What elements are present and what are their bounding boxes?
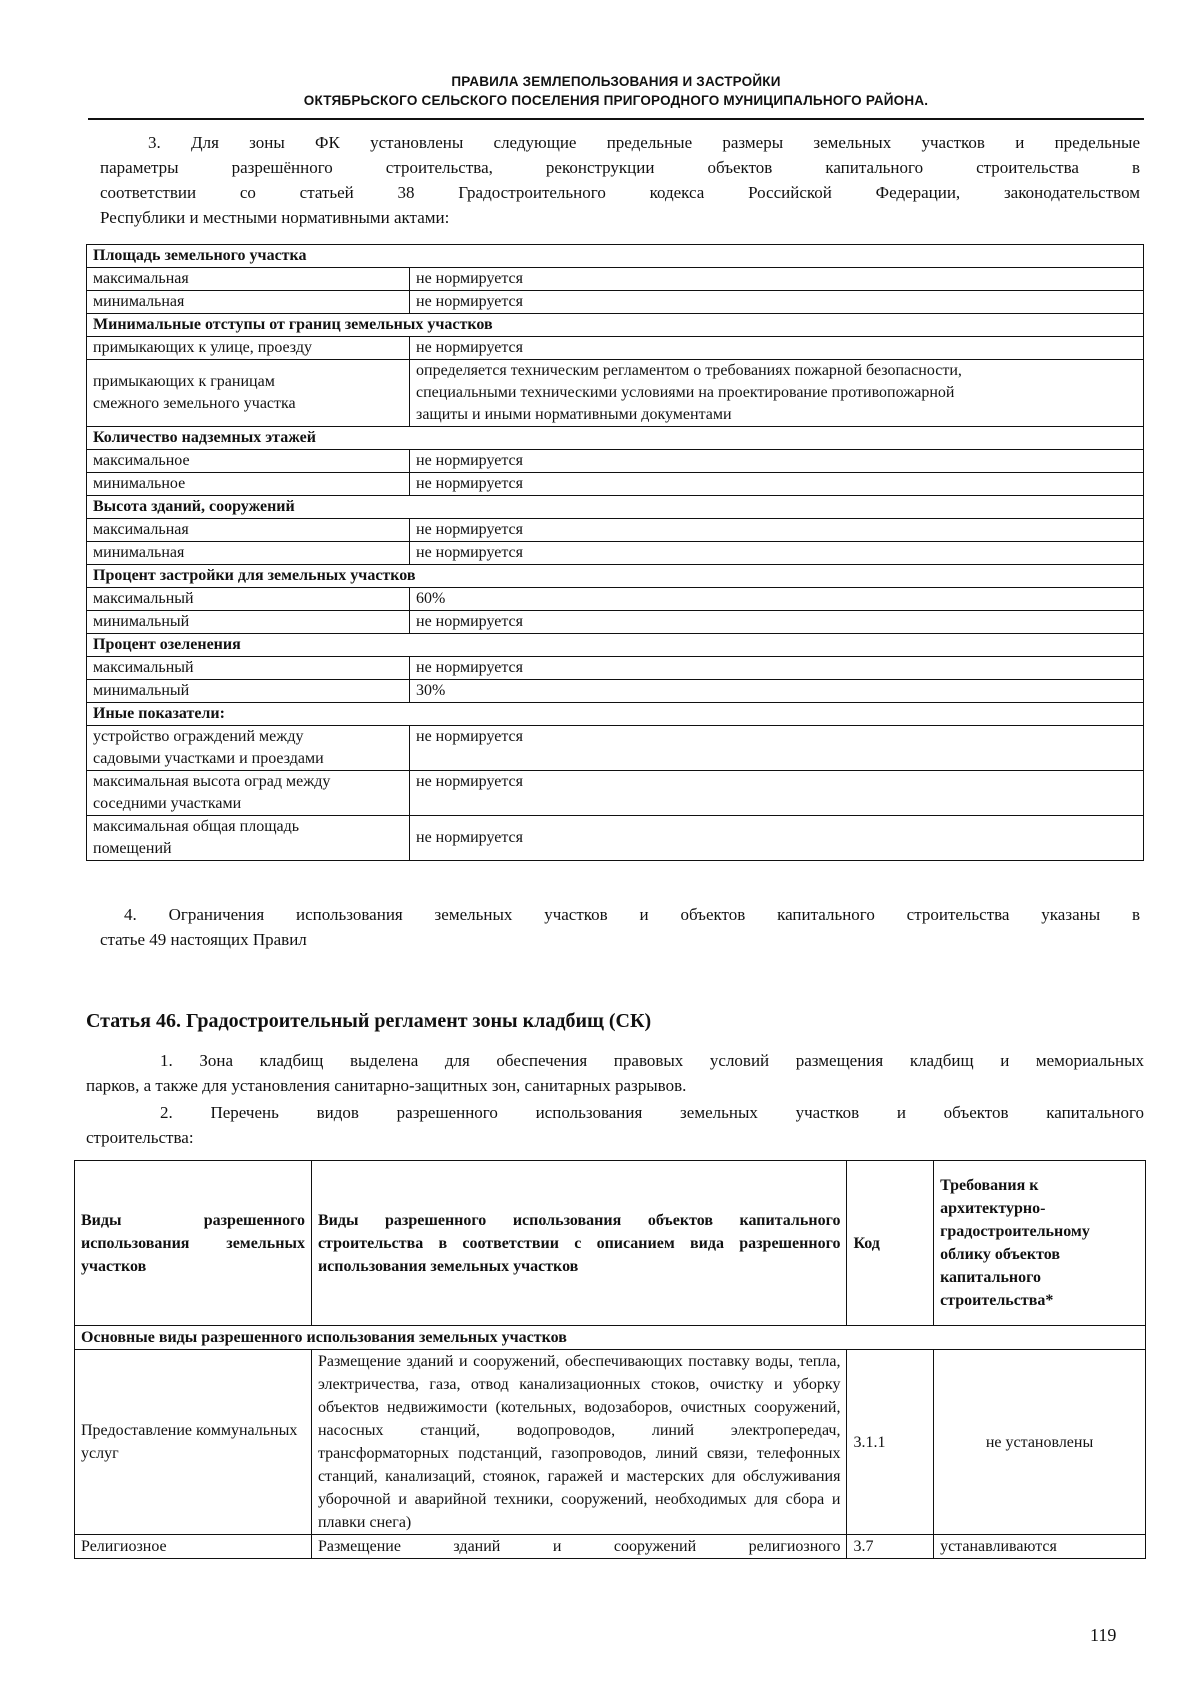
- param-label: примыкающих к улице, проезду: [87, 337, 410, 360]
- permitted-uses-table: [74, 1160, 1146, 1559]
- intro-line: параметры разрешённого строительства, реконструкции объектов капитального строительства в: [100, 158, 1140, 177]
- use-requirements: устанавливаются: [934, 1535, 1146, 1559]
- intro-line: 3. Для зоны ФК установлены следующие предельные размеры земельных участков и предельные: [148, 133, 1140, 152]
- article-title: Статья 46. Градостроительный регламент зоны кладбищ (СК): [86, 1010, 652, 1032]
- table-row: [87, 680, 1144, 703]
- param-value-line: специальными техническими условиями на проектирование противопожарной: [416, 384, 955, 401]
- param-label: минимальная: [87, 291, 410, 314]
- param-label-line: максимальная высота оград между: [93, 773, 331, 790]
- table-row: [75, 1350, 1146, 1535]
- article-line: строительства:: [86, 1128, 194, 1147]
- param-label-line: устройство ограждений между: [93, 728, 304, 745]
- param-value: не нормируется: [410, 542, 1144, 565]
- table-row: [87, 726, 1144, 771]
- section-heading: Процент застройки для земельных участков: [87, 565, 1144, 588]
- article-line: 2. Перечень видов разрешенного использования земельных участков и объектов капитального: [160, 1103, 1144, 1122]
- section-heading: Количество надземных этажей: [87, 427, 1144, 450]
- column-header: Виды разрешенного использования объектов капитального строительства в соответствии с описанием вида разрешенного использования земельных участков: [311, 1161, 847, 1326]
- section-heading: Площадь земельного участка: [87, 245, 1144, 268]
- param-label-line: соседними участками: [93, 795, 242, 812]
- table-row: [87, 337, 1144, 360]
- param-label-line: помещений: [93, 840, 172, 857]
- param-label: [87, 771, 410, 816]
- param-label: максимальная: [87, 519, 410, 542]
- table-section-row: [87, 496, 1144, 519]
- param-label: максимальное: [87, 450, 410, 473]
- param-value-line: определяется техническим регламентом о требованиях пожарной безопасности,: [416, 362, 962, 379]
- table-header-row: [75, 1161, 1146, 1326]
- use-name: Религиозное: [75, 1535, 312, 1559]
- section-heading: Иные показатели:: [87, 703, 1144, 726]
- param-value: не нормируется: [410, 291, 1144, 314]
- param-value: не нормируется: [410, 726, 1144, 771]
- param-value: 60%: [410, 588, 1144, 611]
- param-value: [410, 360, 1144, 427]
- note-line: статье 49 настоящих Правил: [100, 930, 307, 949]
- parameters-table: [86, 244, 1144, 861]
- param-value: не нормируется: [410, 337, 1144, 360]
- use-requirements: не установлены: [934, 1350, 1146, 1535]
- page-number: 119: [1090, 1625, 1117, 1645]
- param-label: максимальный: [87, 588, 410, 611]
- header-line-2: ОКТЯБРЬСКОГО СЕЛЬСКОГО ПОСЕЛЕНИЯ ПРИГОРОДНОГО МУНИЦИПАЛЬНОГО РАЙОНА.: [303, 93, 929, 108]
- use-code: 3.7: [847, 1535, 934, 1559]
- param-value: 30%: [410, 680, 1144, 703]
- table-row: [87, 657, 1144, 680]
- param-label-line: максимальная общая площадь: [93, 818, 300, 835]
- section-heading: Основные виды разрешенного использования земельных участков: [75, 1326, 1146, 1350]
- param-label: минимальный: [87, 680, 410, 703]
- table-row: [87, 473, 1144, 496]
- param-label-line: садовыми участками и проездами: [93, 750, 324, 767]
- table-row: [87, 360, 1144, 427]
- table-section-row: [87, 565, 1144, 588]
- table-row: [87, 771, 1144, 816]
- param-value: не нормируется: [410, 771, 1144, 816]
- table-row: [87, 291, 1144, 314]
- param-label: минимальный: [87, 611, 410, 634]
- param-value: не нормируется: [410, 473, 1144, 496]
- param-value: не нормируется: [410, 611, 1144, 634]
- article-paragraph-2: [86, 1100, 1144, 1150]
- column-header: Виды разрешенного использования земельных участков: [75, 1161, 312, 1326]
- table-row: [87, 542, 1144, 565]
- note-line: 4. Ограничения использования земельных участков и объектов капитального строительства указаны в: [124, 905, 1140, 924]
- column-header: Код: [847, 1161, 934, 1326]
- table-section-row: [75, 1326, 1146, 1350]
- intro-line: соответствии со статьей 38 Градостроительного кодекса Российской Федерации, законодательством: [100, 183, 1140, 202]
- param-label: минимальное: [87, 473, 410, 496]
- param-value: не нормируется: [410, 450, 1144, 473]
- intro-line: Республики и местными нормативными актами:: [100, 208, 450, 227]
- article-line: парков, а также для установления санитарно-защитных зон, санитарных разрывов.: [86, 1076, 687, 1095]
- param-label: максимальная: [87, 268, 410, 291]
- table-section-row: [87, 245, 1144, 268]
- param-label: максимальный: [87, 657, 410, 680]
- table-row: [75, 1535, 1146, 1559]
- param-value: не нормируется: [410, 268, 1144, 291]
- column-header: Требования к архитектурно-градостроительному облику объектов капитального строительства*: [934, 1161, 1146, 1326]
- use-code: 3.1.1: [847, 1350, 934, 1535]
- article-paragraph-1: [86, 1048, 1144, 1098]
- param-label: минимальная: [87, 542, 410, 565]
- param-value: не нормируется: [410, 657, 1144, 680]
- table-row: [87, 588, 1144, 611]
- article-line: 1. Зона кладбищ выделена для обеспечения правовых условий размещения кладбищ и мемориальных: [160, 1051, 1144, 1070]
- table-row: [87, 816, 1144, 861]
- param-label: [87, 726, 410, 771]
- table-section-row: [87, 314, 1144, 337]
- param-label: [87, 816, 410, 861]
- table-section-row: [87, 703, 1144, 726]
- header-divider: [88, 118, 1144, 120]
- param-label: [87, 360, 410, 427]
- table-section-row: [87, 427, 1144, 450]
- use-description: Размещение зданий и сооружений религиозного: [311, 1535, 847, 1559]
- section-heading: Высота зданий, сооружений: [87, 496, 1144, 519]
- note-paragraph: [100, 902, 1140, 952]
- param-value-line: защиты и иными нормативными документами: [416, 406, 732, 423]
- table-row: [87, 268, 1144, 291]
- use-name: Предоставление коммунальных услуг: [75, 1350, 312, 1535]
- param-value: не нормируется: [410, 816, 1144, 861]
- document-header: [88, 72, 1144, 110]
- table-row: [87, 519, 1144, 542]
- table-section-row: [87, 634, 1144, 657]
- section-heading: Минимальные отступы от границ земельных участков: [87, 314, 1144, 337]
- table-row: [87, 450, 1144, 473]
- param-value: не нормируется: [410, 519, 1144, 542]
- param-label-line: примыкающих к границам: [93, 373, 275, 390]
- intro-paragraph: [100, 130, 1140, 230]
- header-line-1: ПРАВИЛА ЗЕМЛЕПОЛЬЗОВАНИЯ И ЗАСТРОЙКИ: [451, 74, 781, 89]
- section-heading: Процент озеленения: [87, 634, 1144, 657]
- table-row: [87, 611, 1144, 634]
- param-label-line: смежного земельного участка: [93, 395, 296, 412]
- use-description: Размещение зданий и сооружений, обеспечивающих поставку воды, тепла, электричества, газа, отвод канализационных стоков, очистку и уборку объектов недвижимости (котельных, водозаборов, очистных сооружений, насосных станций, водопроводов, линий электропередач, трансформаторных подстанций, газопроводов, линий связи, телефонных станций, канализаций, стоянок, гаражей и мастерских для обслуживания уборочной и аварийной техники, сооружений, необходимых для сбора и плавки снега): [311, 1350, 847, 1535]
